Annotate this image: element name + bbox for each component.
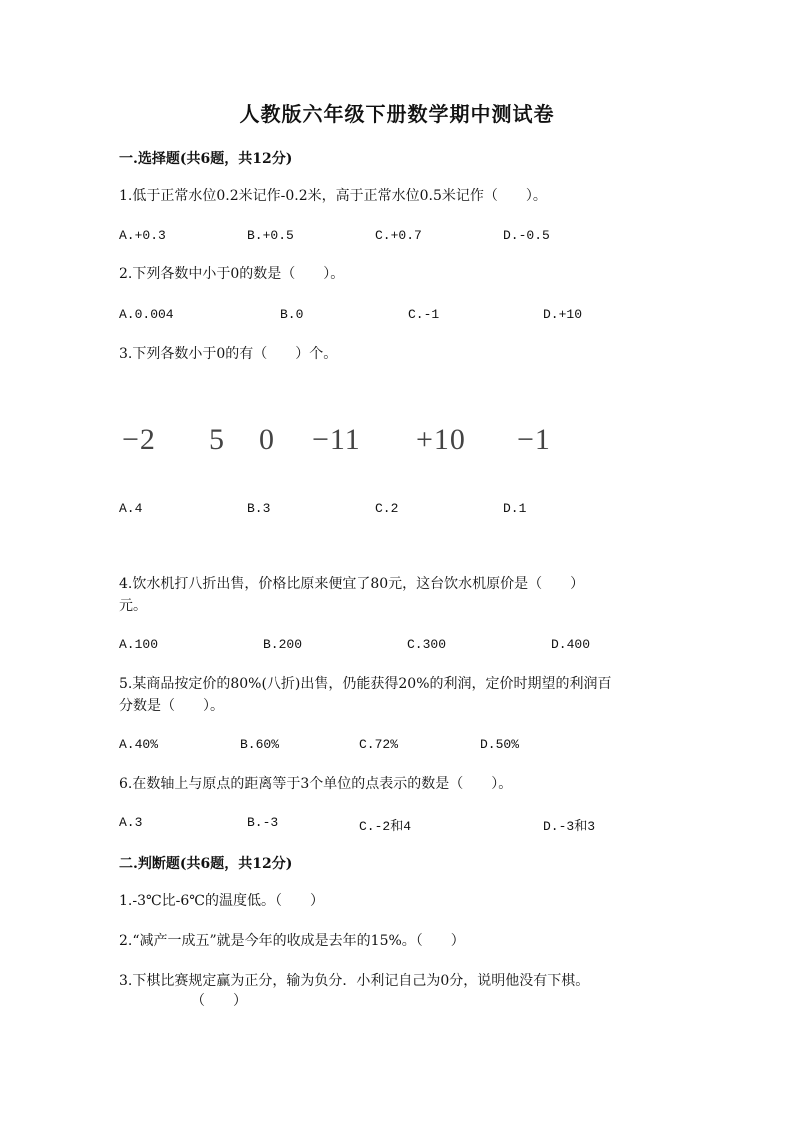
question-1-option-c: C.+0.7 [375,228,422,243]
question-5-option-b: B.60% [240,737,280,752]
question-2-text: 2.下列各数中小于0的数是（ ）。 [119,266,345,282]
question-6-option-d: D.-3和3 [543,819,596,834]
question-4-text-cont: 元。 [119,598,147,614]
judgement-3-answer-blank: （ ） [191,993,247,1009]
section-heading-choice: 一.选择题(共6题，共12分) [119,151,293,167]
question-4-text: 4.饮水机打八折出售，价格比原来便宜了80元，这台饮水机原价是（ ） [119,576,585,592]
judgement-3-text: 3.下棋比赛规定赢为正分，输为负分．小利记自己为0分，说明他没有下棋。 [119,973,590,989]
number-figure-item: −1 [517,423,551,456]
question-1-option-b: B.+0.5 [247,228,294,243]
question-6-text: 6.在数轴上与原点的距离等于3个单位的点表示的数是（ ）。 [119,776,513,792]
question-5-text-cont: 分数是（ ）。 [119,698,224,714]
question-5-option-a: A.40% [119,737,159,752]
question-3-text: 3.下列各数小于0的有（ ）个。 [119,346,338,362]
judgement-1-text: 1.-3℃比-6℃的温度低。（ ） [119,893,324,909]
number-figure-item: 0 [259,423,275,456]
section-heading-judgement: 二.判断题(共6题，共12分) [119,856,293,872]
question-6-option-c: C.-2和4 [359,819,412,834]
number-figure-item: 5 [209,423,225,456]
question-2-option-a: A.0.004 [119,307,174,322]
question-6-option-a: A.3 [119,815,143,830]
question-1-option-d: D.-0.5 [503,228,550,243]
number-figure-item: +10 [416,423,466,456]
question-4-option-c: C.300 [407,637,447,652]
question-1-option-a: A.+0.3 [119,228,166,243]
question-5-text: 5.某商品按定价的80%(八折)出售，仍能获得20%的利润，定价时期望的利润百 [119,676,612,692]
question-3-option-a: A.4 [119,501,143,516]
question-4-option-b: B.200 [263,637,303,652]
number-figure-item: −2 [122,423,156,456]
question-3-option-c: C.2 [375,501,399,516]
question-5-option-c: C.72% [359,737,399,752]
question-3-option-b: B.3 [247,501,271,516]
question-2-option-c: C.-1 [408,307,440,322]
page-title: 人教版六年级下册数学期中测试卷 [239,102,555,126]
number-figure-item: −11 [312,423,361,456]
question-3-option-d: D.1 [503,501,527,516]
question-2-option-d: D.+10 [543,307,583,322]
question-2-option-b: B.0 [280,307,304,322]
question-5-option-d: D.50% [480,737,520,752]
question-6-option-b: B.-3 [247,815,279,830]
question-1-text: 1.低于正常水位0.2米记作-0.2米，高于正常水位0.5米记作（ ）。 [119,188,547,204]
question-4-option-a: A.100 [119,637,159,652]
question-4-option-d: D.400 [551,637,591,652]
judgement-2-text: 2.“减产一成五”就是今年的收成是去年的15%。（ ） [119,933,465,949]
